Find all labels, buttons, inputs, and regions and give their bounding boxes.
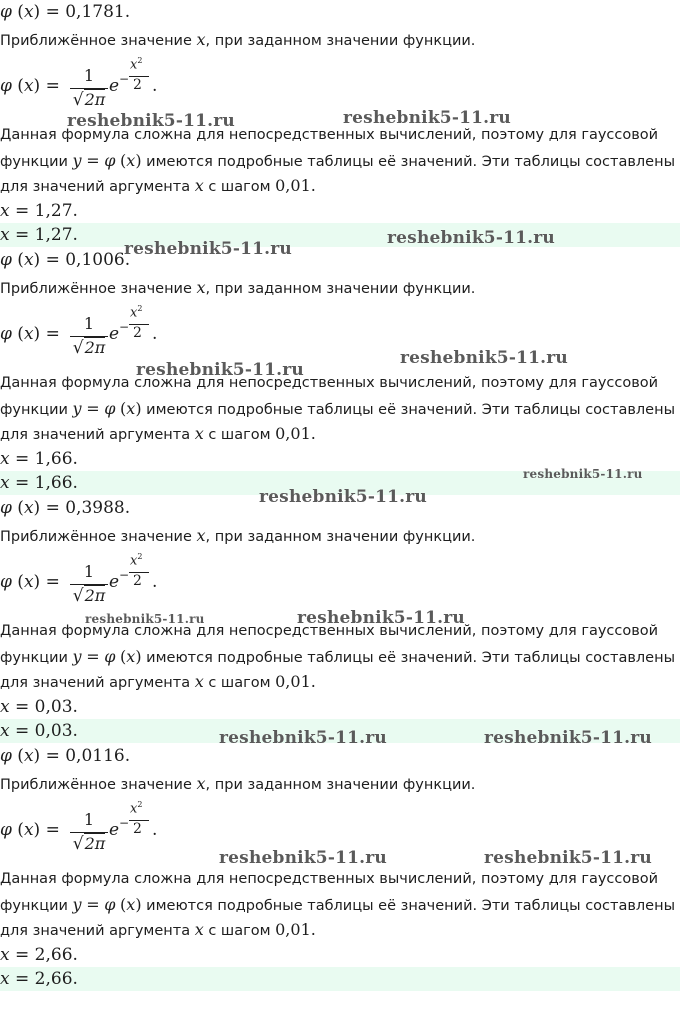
answer-value: x = 1,66. (0, 473, 78, 493)
x-value-line: x = 1,27. (0, 201, 78, 221)
explain-line-1: Данная формула сложна для непосредственных вычислений, поэтому для гауссовой (0, 871, 659, 887)
watermark: reshebnik5-11.ru (343, 108, 511, 128)
explain-line-1: Данная формула сложна для непосредственных вычислений, поэтому для гауссовой (0, 127, 659, 143)
x-value-line: x = 2,66. (0, 945, 78, 965)
phi-value-line: φ (x) = 0,1781. (0, 2, 131, 22)
explain-line-1: Данная формула сложна для непосредственных вычислений, поэтому для гауссовой (0, 623, 659, 639)
explain-line-2: функции y = φ (x) имеются подробные таблицы её значений. Эти таблицы составлены (0, 399, 676, 418)
watermark: reshebnik5-11.ru (484, 848, 652, 868)
watermark: reshebnik5-11.ru (259, 487, 427, 507)
phi-value-line: φ (x) = 0,0116. (0, 746, 131, 766)
watermark: reshebnik5-11.ru (387, 228, 555, 248)
gauss-formula: φ (x) = 1 √2π e − $x^2$ 2 . (0, 56, 158, 110)
explain-line-3: для значений аргумента x с шагом 0,01. (0, 672, 316, 691)
watermark: reshebnik5-11.ru (85, 612, 205, 626)
explain-line-3: для значений аргумента x с шагом 0,01. (0, 920, 316, 939)
watermark: reshebnik5-11.ru (219, 728, 387, 748)
intro-line: Приближённое значение x, при заданном значении функции. (0, 278, 476, 297)
watermark: reshebnik5-11.ru (484, 728, 652, 748)
answer-value: x = 2,66. (0, 969, 78, 989)
phi-value: 0,0116. (65, 746, 131, 766)
answer-value: x = 0,03. (0, 721, 78, 741)
intro-line: Приближённое значение x, при заданном значении функции. (0, 774, 476, 793)
answer-value: x = 1,27. (0, 225, 78, 245)
formula-e: e (109, 76, 120, 96)
explain-line-2: функции y = φ (x) имеются подробные таблицы её значений. Эти таблицы составлены (0, 151, 676, 170)
gauss-formula: φ (x) = 1 √2π e − $x^2$ 2 . (0, 552, 158, 606)
phi-symbol: φ (0, 2, 12, 22)
phi-value-line: φ (x) = 0,1006. (0, 250, 131, 270)
x-value-line: x = 1,66. (0, 449, 78, 469)
watermark: reshebnik5-11.ru (523, 467, 643, 481)
intro-line: Приближённое значение x, при заданном значении функции. (0, 526, 476, 545)
explain-line-1: Данная формула сложна для непосредственных вычислений, поэтому для гауссовой (0, 375, 659, 391)
formula-sqrt-arg: 2π (84, 90, 106, 109)
watermark: reshebnik5-11.ru (67, 111, 235, 131)
intro-text: Приближённое значение (0, 33, 192, 49)
solution-block-4 (0, 744, 680, 992)
watermark: reshebnik5-11.ru (124, 239, 292, 259)
answer-row (0, 967, 680, 991)
explain-line-3: для значений аргумента x с шагом 0,01. (0, 176, 316, 195)
intro-line: Приближённое значение x, при заданном значении функции. (0, 30, 476, 49)
formula-numerator: 1 (83, 66, 95, 85)
watermark: reshebnik5-11.ru (219, 848, 387, 868)
watermark: reshebnik5-11.ru (297, 608, 465, 628)
phi-value: 0,3988. (65, 498, 131, 518)
intro-tail: , при заданном значении функции. (205, 33, 476, 49)
solution-block-2 (0, 248, 680, 496)
watermark: reshebnik5-11.ru (400, 348, 568, 368)
explain-line-2: функции y = φ (x) имеются подробные таблицы её значений. Эти таблицы составлены (0, 895, 676, 914)
answer-row (0, 223, 680, 247)
step-value: 0,01. (275, 176, 316, 195)
phi-value: 0,1006. (65, 250, 131, 270)
watermark: reshebnik5-11.ru (136, 360, 304, 380)
phi-value-line: φ (x) = 0,3988. (0, 498, 131, 518)
explain-line-2: функции y = φ (x) имеются подробные таблицы её значений. Эти таблицы составлены (0, 647, 676, 666)
gauss-formula: φ (x) = 1 √2π e − $x^2$ 2 . (0, 800, 158, 854)
explain-line-3: для значений аргумента x с шагом 0,01. (0, 424, 316, 443)
gauss-formula: φ (x) = 1 √2π e − $x^2$ 2 . (0, 304, 158, 358)
x-value-line: x = 0,03. (0, 697, 78, 717)
phi-value: 0,1781. (65, 2, 131, 22)
